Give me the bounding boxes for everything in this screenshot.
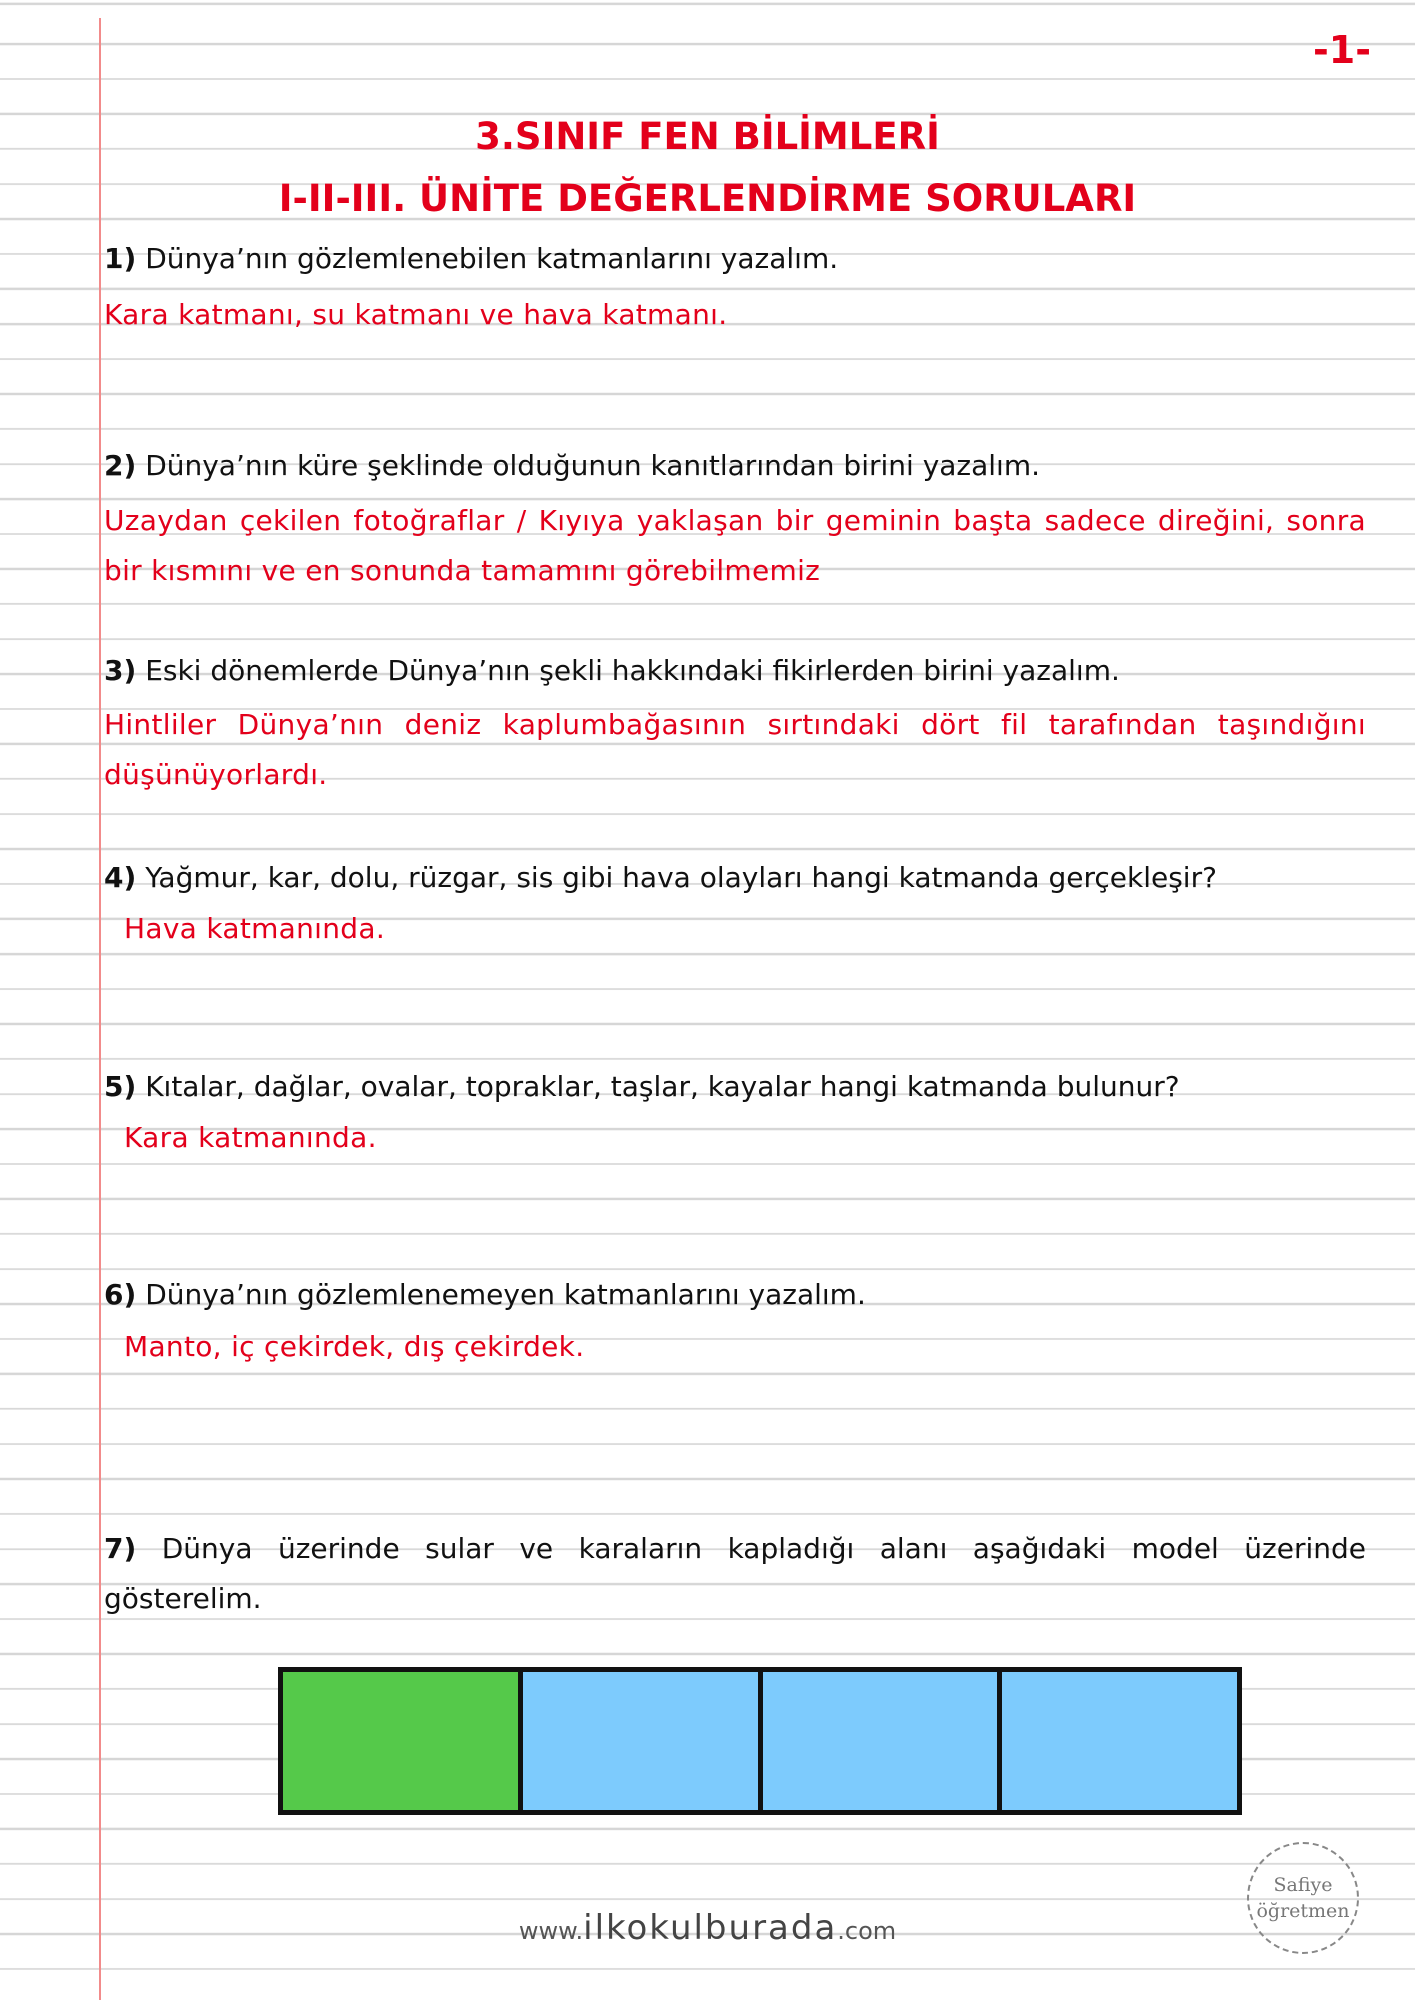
question-7 [104, 1524, 1366, 1624]
page-subtitle: I-II-III. ÜNİTE DEĞERLENDİRME SORULARI [278, 177, 1137, 220]
question-number: 5) [104, 1070, 137, 1103]
question-number: 4) [104, 861, 137, 894]
question-6 [104, 1270, 1366, 1320]
margin-line [99, 18, 101, 2000]
stamp-line-2: öğretmen [1256, 1900, 1350, 1922]
stamp-line-1: Safiye [1273, 1874, 1333, 1896]
model-cell-water [1002, 1672, 1237, 1810]
answer-6: Manto, iç çekirdek, dış çekirdek. [124, 1330, 585, 1363]
question-text: Eski dönemlerde Dünya’nın şekli hakkındaki fikirlerden birini yazalım. [145, 654, 1120, 687]
answer-4: Hava katmanında. [124, 912, 386, 945]
answer-3: Hintliler Dünya’nın deniz kaplumbağasının sırtındaki dört fil tarafından taşındığını düşünüyorlardı. [104, 708, 1366, 791]
answer-1: Kara katmanı, su katmanı ve hava katmanı. [104, 298, 728, 331]
question-2 [104, 441, 1366, 491]
question-4 [104, 853, 1366, 903]
page-number: -1- [1313, 28, 1371, 72]
question-number: 1) [104, 242, 137, 275]
website-suffix: .com [837, 1917, 897, 1945]
question-text: Dünya’nın gözlemlenebilen katmanlarını yazalım. [145, 242, 839, 275]
page-title: 3.SINIF FEN BİLİMLERİ [475, 115, 940, 158]
model-cell-water [763, 1672, 1003, 1810]
website-prefix: www. [518, 1917, 584, 1945]
website-name: ilkokulburada [583, 1908, 838, 1948]
land-water-model [278, 1667, 1242, 1815]
question-number: 3) [104, 654, 137, 687]
website-footer [0, 1908, 1415, 1948]
model-cell-water [523, 1672, 763, 1810]
answer-2: Uzaydan çekilen fotoğraflar / Kıyıya yaklaşan bir geminin başta sadece direğini, sonra bir kısmını ve en sonunda tamamını görebilmemiz [104, 504, 1366, 587]
question-number: 6) [104, 1278, 137, 1311]
question-text: Dünya’nın gözlemlenemeyen katmanlarını yazalım. [145, 1278, 866, 1311]
question-5 [104, 1062, 1366, 1112]
question-1 [104, 234, 1366, 284]
teacher-stamp-logo [1247, 1842, 1359, 1954]
question-text: Dünya üzerinde sular ve karaların kapladığı alanı aşağıdaki model üzerinde gösterelim. [104, 1532, 1366, 1615]
question-text: Kıtalar, dağlar, ovalar, topraklar, taşlar, kayalar hangi katmanda bulunur? [145, 1070, 1180, 1103]
model-cell-land [283, 1672, 523, 1810]
question-number: 7) [104, 1532, 137, 1565]
answer-5: Kara katmanında. [124, 1121, 377, 1154]
question-text: Dünya’nın küre şeklinde olduğunun kanıtlarından birini yazalım. [145, 449, 1041, 482]
question-number: 2) [104, 449, 137, 482]
question-3 [104, 646, 1366, 696]
question-text: Yağmur, kar, dolu, rüzgar, sis gibi hava olayları hangi katmanda gerçekleşir? [145, 861, 1217, 894]
